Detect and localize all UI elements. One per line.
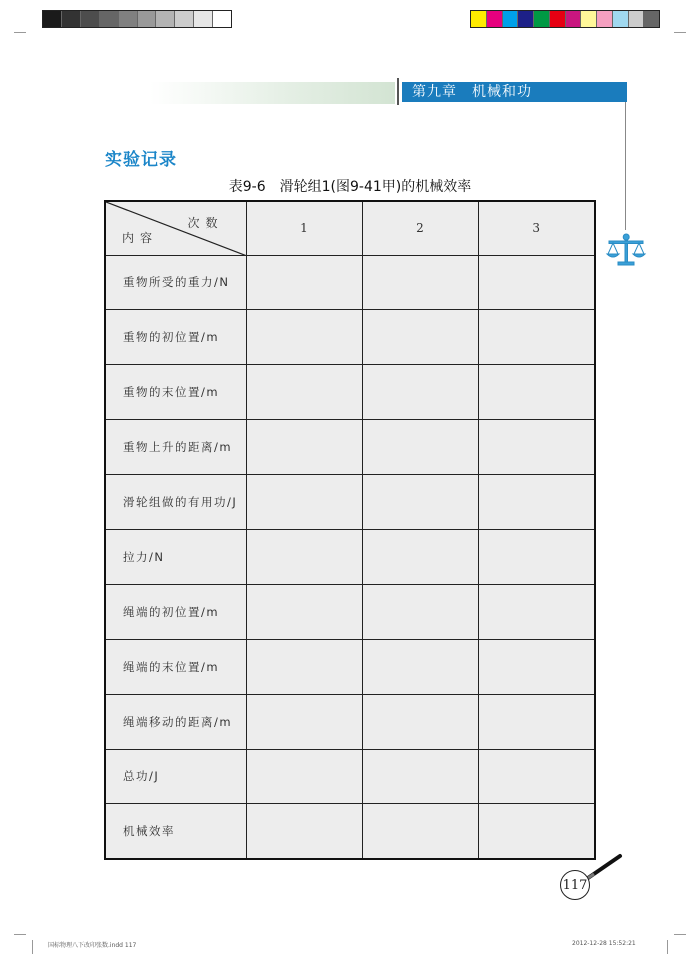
- row-label: 重物所受的重力/N: [105, 255, 246, 310]
- column-header-1: 1: [246, 201, 362, 255]
- data-cell: [246, 310, 362, 365]
- data-cell: [362, 475, 478, 530]
- table-row: [105, 255, 595, 310]
- data-cell: [478, 529, 595, 584]
- crop-mark: [14, 32, 26, 33]
- gray-swatch: [119, 11, 138, 27]
- table-row: [105, 420, 595, 475]
- balance-scale-icon: [605, 232, 647, 268]
- side-line: [625, 102, 626, 230]
- data-cell: [362, 584, 478, 639]
- header-separator: [397, 78, 399, 105]
- column-header-3: 3: [478, 201, 595, 255]
- color-swatch: [550, 11, 566, 27]
- data-cell: [246, 749, 362, 804]
- data-cell: [362, 420, 478, 475]
- data-cell: [478, 420, 595, 475]
- table-row: [105, 639, 595, 694]
- row-label: 重物的初位置/m: [105, 310, 246, 365]
- grayscale-bar: [42, 10, 232, 28]
- crop-mark: [32, 940, 33, 954]
- table-row: [105, 365, 595, 420]
- data-cell: [362, 255, 478, 310]
- data-cell: [246, 529, 362, 584]
- gray-swatch: [62, 11, 81, 27]
- data-cell: [246, 365, 362, 420]
- data-cell: [362, 694, 478, 749]
- color-swatch: [518, 11, 534, 27]
- data-cell: [478, 475, 595, 530]
- row-label: 重物上升的距离/m: [105, 420, 246, 475]
- color-swatch: [534, 11, 550, 27]
- gray-swatch: [138, 11, 157, 27]
- pen-icon: [584, 852, 624, 882]
- table-row: [105, 529, 595, 584]
- gray-swatch: [213, 11, 231, 27]
- data-cell: [246, 694, 362, 749]
- data-cell: [362, 639, 478, 694]
- data-cell: [246, 639, 362, 694]
- data-cell: [362, 529, 478, 584]
- data-cell: [478, 804, 595, 859]
- data-cell: [362, 310, 478, 365]
- color-swatch: [629, 11, 645, 27]
- crop-mark: [667, 940, 668, 954]
- header-fade: [150, 82, 395, 104]
- column-header-2: 2: [362, 201, 478, 255]
- color-swatch: [503, 11, 519, 27]
- footer-file: 国标物理八下改印张数.indd 117: [48, 942, 137, 949]
- data-cell: [362, 749, 478, 804]
- crop-mark: [674, 934, 686, 935]
- section-title: 实验记录: [105, 150, 177, 170]
- row-label: 重物的末位置/m: [105, 365, 246, 420]
- gray-swatch: [156, 11, 175, 27]
- row-label: 总功/J: [105, 749, 246, 804]
- gray-swatch: [194, 11, 213, 27]
- row-label: 绳端的末位置/m: [105, 639, 246, 694]
- row-label: 拉力/N: [105, 529, 246, 584]
- gray-swatch: [175, 11, 194, 27]
- data-cell: [246, 804, 362, 859]
- row-label: 滑轮组做的有用功/J: [105, 475, 246, 530]
- data-cell: [478, 255, 595, 310]
- experiment-record-table: [104, 200, 596, 860]
- data-cell: [478, 584, 595, 639]
- table-row: [105, 475, 595, 530]
- gray-swatch: [100, 11, 119, 27]
- table-row: [105, 310, 595, 365]
- row-label: 绳端移动的距离/m: [105, 694, 246, 749]
- data-cell: [246, 255, 362, 310]
- table-caption: 表9-6 滑轮组1(图9-41甲)的机械效率: [228, 179, 472, 195]
- table-row: [105, 694, 595, 749]
- color-swatch: [644, 11, 659, 27]
- data-cell: [478, 365, 595, 420]
- chapter-title: 第九章 机械和功: [402, 82, 627, 102]
- color-swatch: [581, 11, 597, 27]
- data-cell: [362, 804, 478, 859]
- corner-cell: [105, 201, 246, 255]
- table-header-row: [105, 201, 595, 255]
- color-swatch: [471, 11, 487, 27]
- data-cell: [246, 584, 362, 639]
- table-row: [105, 749, 595, 804]
- data-cell: [478, 694, 595, 749]
- row-label: 机械效率: [105, 804, 246, 859]
- color-swatch: [597, 11, 613, 27]
- color-swatch: [566, 11, 582, 27]
- color-swatch: [487, 11, 503, 27]
- crop-mark: [14, 934, 26, 935]
- footer-timestamp: 2012-12-28 15:52:21: [572, 940, 636, 947]
- data-cell: [246, 475, 362, 530]
- corner-label-content: 内容: [122, 231, 159, 245]
- page-number: 117: [560, 870, 590, 900]
- data-cell: [362, 365, 478, 420]
- table-row: [105, 584, 595, 639]
- data-cell: [478, 749, 595, 804]
- row-label: 绳端的初位置/m: [105, 584, 246, 639]
- color-bar: [470, 10, 660, 28]
- data-cell: [246, 420, 362, 475]
- color-swatch: [613, 11, 629, 27]
- table-row: [105, 804, 595, 859]
- data-cell: [478, 639, 595, 694]
- crop-mark: [674, 32, 686, 33]
- data-cell: [478, 310, 595, 365]
- gray-swatch: [81, 11, 100, 27]
- gray-swatch: [43, 11, 62, 27]
- corner-label-times: 次数: [187, 216, 224, 230]
